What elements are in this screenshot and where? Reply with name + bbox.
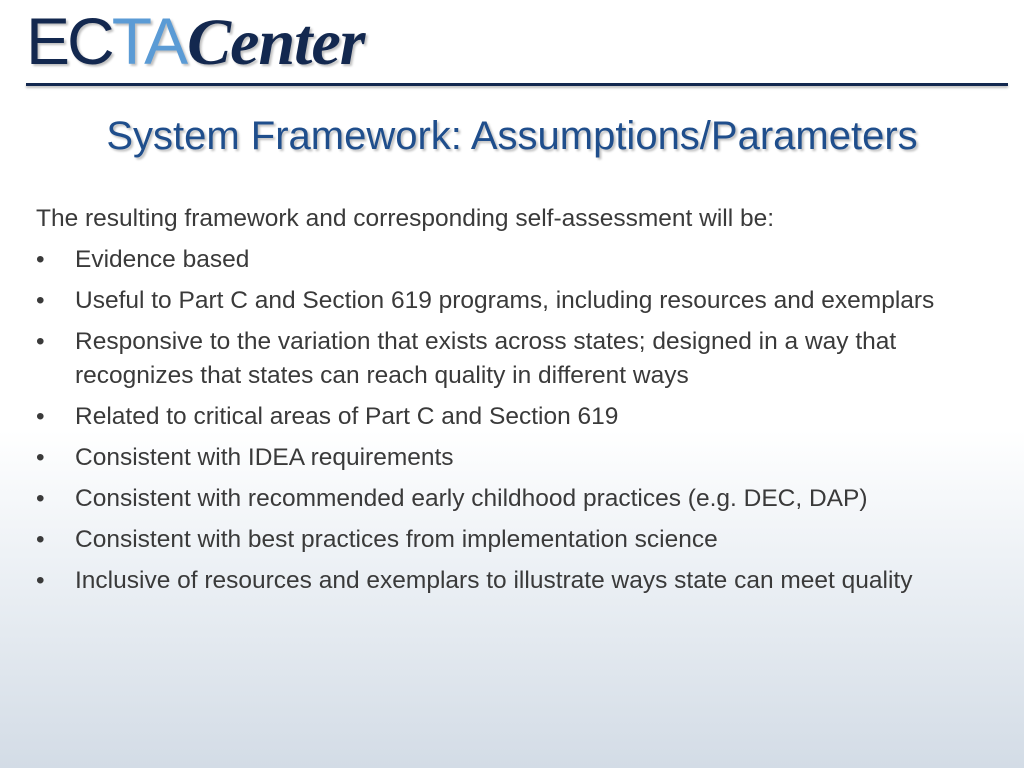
logo-ta-text: TA [111, 4, 186, 78]
bullet-text: Consistent with recommended early childhood practices (e.g. DEC, DAP) [75, 485, 868, 512]
bullet-item [36, 564, 1004, 598]
slide-title: System Framework: Assumptions/Parameters [106, 114, 918, 158]
bullet-icon: • [36, 526, 45, 553]
ecta-center-logo [26, 4, 364, 78]
bullet-item [36, 523, 1004, 557]
bullet-item [36, 325, 1004, 393]
bullet-icon: • [36, 567, 45, 594]
bullet-icon: • [36, 485, 45, 512]
bullet-item [36, 482, 1004, 516]
intro-text: The resulting framework and corresponding self-assessment will be: [36, 205, 775, 232]
bullet-text: Consistent with best practices from implementation science [75, 526, 718, 553]
bullet-text: Inclusive of resources and exemplars to illustrate ways state can meet quality [75, 567, 913, 594]
bullet-icon: • [36, 287, 45, 314]
logo-ec-text: EC [26, 4, 112, 78]
slide-body [36, 202, 1004, 605]
bullet-text: Evidence based [75, 246, 250, 273]
bullet-icon: • [36, 444, 45, 471]
bullet-icon: • [36, 246, 45, 273]
bullet-text: Responsive to the variation that exists across states; designed in a way that recognizes that states can reach quality in different ways [75, 328, 897, 389]
bullet-text: Related to critical areas of Part C and Section 619 [75, 403, 619, 430]
bullet-icon: • [36, 328, 45, 355]
bullet-text: Consistent with IDEA requirements [75, 444, 454, 471]
bullet-item [36, 243, 1004, 277]
bullet-item [36, 284, 1004, 318]
bullet-icon: • [36, 403, 45, 430]
bullet-list [36, 243, 1004, 598]
header-divider [26, 83, 1008, 86]
logo-center-text: Center [187, 6, 365, 79]
bullet-item [36, 441, 1004, 475]
bullet-item [36, 400, 1004, 434]
bullet-text: Useful to Part C and Section 619 programs, including resources and exemplars [75, 287, 935, 314]
